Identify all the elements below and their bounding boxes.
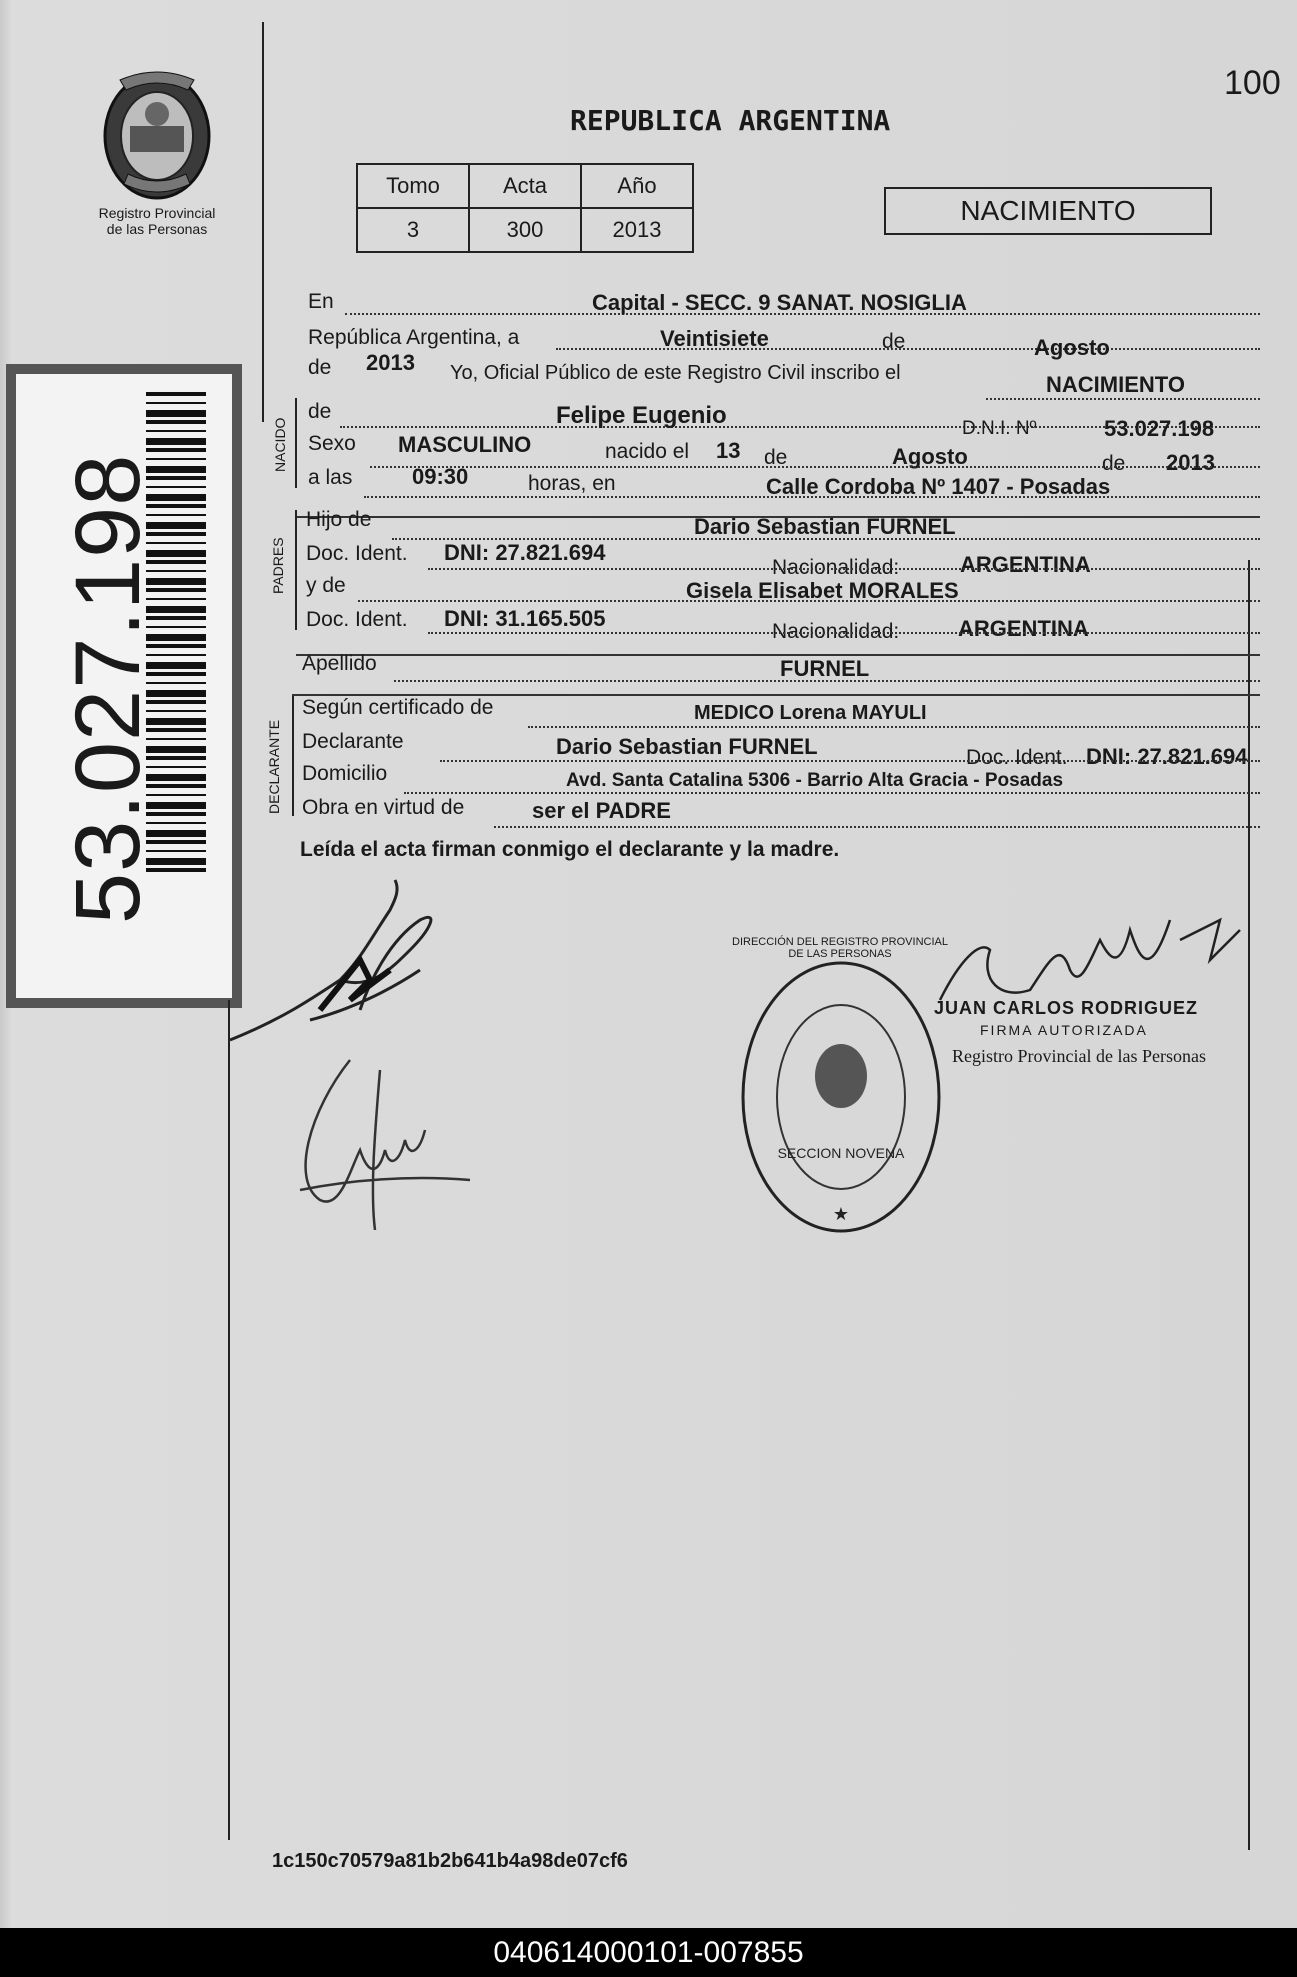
signatory-name: JUAN CARLOS RODRIGUEZ (934, 998, 1199, 1018)
birth-year-value: 2013 (1166, 450, 1215, 475)
mother-dni-value: DNI: 31.165.505 (444, 606, 606, 631)
document-hash: 1c150c70579a81b2b641b4a98de07cf6 (272, 1850, 628, 1872)
surname-value: FURNEL (780, 656, 870, 681)
alas-dots (364, 496, 1260, 498)
birth-place-value: Calle Cordoba Nº 1407 - Posadas (766, 474, 1111, 499)
doc3-label: Doc. Ident. (966, 746, 1068, 769)
barcode-number: 53.027.198 (57, 453, 159, 924)
declarante-label: DECLARANTE (266, 719, 282, 814)
signatory-org: Registro Provincial de las Personas (952, 1046, 1206, 1066)
domicilio-label: Domicilio (302, 762, 388, 785)
declarant-dni-value: DNI: 27.821.694 (1086, 744, 1248, 769)
year-value: 2013 (366, 350, 415, 375)
de-label: de (882, 330, 906, 353)
place-value: Capital - SECC. 9 SANAT. NOSIGLIA (592, 290, 967, 315)
sexo-label: Sexo (308, 432, 356, 455)
yde-dots (358, 600, 1260, 602)
de3-label: de (308, 400, 332, 423)
doc1-label: Doc. Ident. (306, 542, 408, 565)
margin-line-top (262, 22, 264, 422)
oficial-text: Yo, Oficial Público de este Registro Civil inscribo el (450, 362, 901, 384)
signatory-title: FIRMA AUTORIZADA (980, 1022, 1148, 1038)
padres-separator (296, 654, 1260, 656)
registry-caption-line2: de las Personas (106, 221, 208, 237)
registry-seal (738, 958, 944, 1236)
seal-star-icon: ★ (832, 1204, 850, 1224)
seal-ring-text: DIRECCIÓN DEL REGISTRO PROVINCIAL DE LAS PERSONAS (732, 936, 948, 960)
en-label: En (308, 290, 334, 313)
declarante-field-label: Declarante (302, 730, 404, 753)
country-title: REPUBLICA ARGENTINA (570, 104, 891, 137)
role-value: ser el PADRE (532, 798, 671, 823)
mother-signature (290, 1050, 490, 1230)
padres-label: PADRES (270, 537, 286, 594)
child-dni-value: 53.027.198 (1104, 416, 1215, 441)
hijo-de-label: Hijo de (306, 508, 372, 531)
birth-month-value: Agosto (892, 444, 968, 469)
margin-line-bottom (228, 1000, 230, 1840)
nacido-el-label: nacido el (605, 440, 690, 463)
father-name-value: Dario Sebastian FURNEL (694, 514, 956, 539)
month-value: Agosto (1034, 335, 1110, 360)
oficial-dots (986, 398, 1260, 400)
obra-label: Obra en virtud de (302, 796, 465, 819)
declarant-value: Dario Sebastian FURNEL (556, 734, 818, 759)
tomo-value: 3 (357, 208, 469, 252)
republica-label: República Argentina, a (308, 326, 520, 349)
de5-label: de (1102, 452, 1126, 475)
mother-nationality-value: ARGENTINA (958, 616, 1089, 641)
sex-value: MASCULINO (398, 432, 532, 457)
right-margin-line (1248, 560, 1250, 1850)
acta-header: Acta (469, 164, 581, 208)
horas-en-label: horas, en (528, 472, 616, 495)
acta-value: 300 (469, 208, 581, 252)
dni-label: D.N.I. Nº (962, 418, 1037, 439)
nacionalidad1-label: Nacionalidad: (772, 556, 900, 579)
record-reference-table (356, 163, 694, 253)
seal-inner-text: SECCION NOVENA (777, 1145, 905, 1161)
y-de-label: y de (306, 574, 346, 597)
record-type-box: NACIMIENTO (884, 187, 1212, 235)
declarante-bracket (292, 696, 294, 816)
certificate-value: MEDICO Lorena MAYULI (694, 702, 927, 724)
coat-of-arms-icon (96, 66, 218, 206)
registry-caption (72, 205, 242, 237)
nacido-bracket (295, 398, 297, 488)
declarant-signature (220, 870, 520, 1050)
segun-dots (528, 726, 1260, 728)
doc1-dots (428, 568, 1260, 570)
apellido-dots (394, 680, 1260, 682)
birth-time-value: 09:30 (412, 464, 469, 489)
de4-label: de (764, 446, 788, 469)
tomo-header: Tomo (357, 164, 469, 208)
doc2-label: Doc. Ident. (306, 608, 408, 631)
segun-label: Según certificado de (302, 696, 494, 719)
nacionalidad2-label: Nacionalidad: (772, 620, 900, 643)
record-kind-value: NACIMIENTO (1046, 372, 1185, 397)
anio-value: 2013 (581, 208, 693, 252)
alas-label: a las (308, 466, 353, 489)
registry-caption-line1: Registro Provincial (98, 205, 216, 221)
apellido-label: Apellido (302, 652, 377, 675)
address-value: Avd. Santa Catalina 5306 - Barrio Alta Gracia - Posadas (566, 770, 1064, 791)
sexo-dots (370, 466, 1260, 468)
declarante-dots (440, 760, 1260, 762)
footer-code: 040614000101-007855 (0, 1928, 1297, 1977)
reading-statement: Leída el acta firman conmigo el declarante y la madre. (300, 838, 840, 861)
province-logo (96, 66, 218, 206)
mother-name-value: Gisela Elisabet MORALES (686, 578, 959, 603)
padres-bracket (295, 510, 297, 630)
anio-header: Año (581, 164, 693, 208)
father-dni-value: DNI: 27.821.694 (444, 540, 606, 565)
nacido-label: NACIDO (272, 417, 288, 472)
child-name-value: Felipe Eugenio (556, 402, 727, 429)
father-nationality-value: ARGENTINA (960, 552, 1091, 577)
obra-dots (494, 826, 1260, 828)
de2-label: de (308, 356, 332, 379)
birth-day-value: 13 (716, 438, 741, 463)
page-number: 100 (1224, 64, 1281, 102)
barcode-panel (6, 364, 242, 1008)
doc2-dots (428, 632, 1260, 634)
domicilio-dots (404, 792, 1260, 794)
day-value: Veintisiete (660, 326, 769, 351)
